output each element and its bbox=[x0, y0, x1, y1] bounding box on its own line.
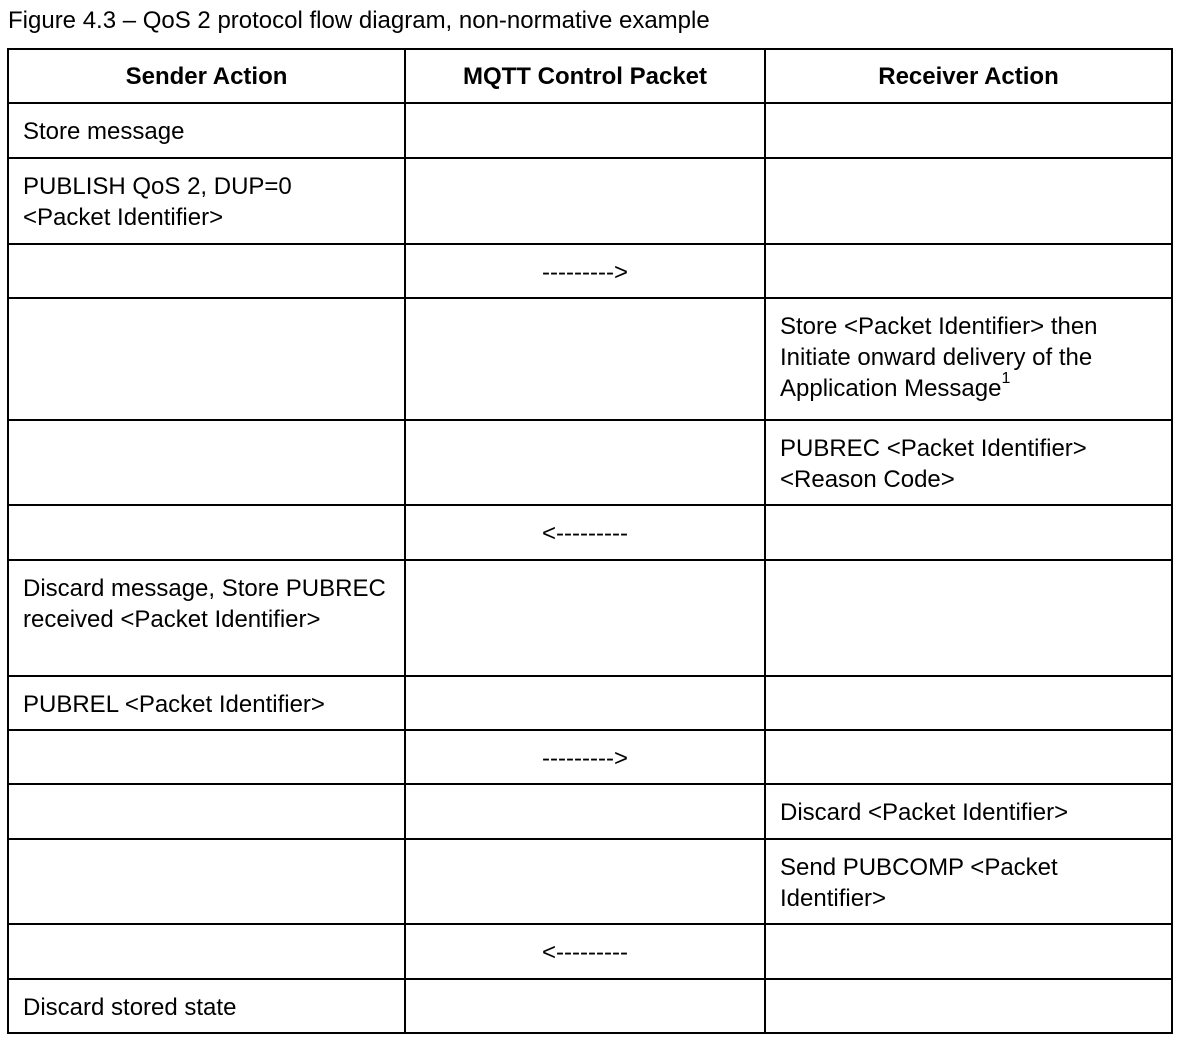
receiver-cell bbox=[765, 244, 1172, 298]
receiver-text: Send PUBCOMP <Packet Identifier> bbox=[780, 854, 1058, 912]
sender-cell bbox=[8, 420, 405, 505]
header-row bbox=[8, 49, 1172, 103]
sender-cell bbox=[8, 103, 405, 158]
receiver-cell bbox=[765, 505, 1172, 560]
table-row bbox=[8, 676, 1172, 730]
qos2-flow-table bbox=[7, 48, 1173, 1034]
receiver-cell bbox=[765, 784, 1172, 839]
receiver-action-header: Receiver Action bbox=[765, 49, 1172, 103]
table-row bbox=[8, 839, 1172, 924]
mqtt-control-packet-header: MQTT Control Packet bbox=[405, 49, 765, 103]
sender-text: PUBLISH QoS 2, DUP=0 <Packet Identifier> bbox=[23, 173, 292, 231]
sender-cell bbox=[8, 924, 405, 979]
left-arrow-text: <--------- bbox=[542, 520, 628, 547]
table-row bbox=[8, 979, 1172, 1033]
receiver-text: Discard <Packet Identifier> bbox=[780, 799, 1069, 826]
receiver-text: PUBREC <Packet Identifier> <Reason Code> bbox=[780, 435, 1087, 493]
table-row bbox=[8, 784, 1172, 839]
receiver-cell bbox=[765, 924, 1172, 979]
receiver-cell bbox=[765, 298, 1172, 420]
sender-cell bbox=[8, 244, 405, 298]
sender-text: Discard stored state bbox=[23, 994, 237, 1021]
packet-cell bbox=[405, 103, 765, 158]
receiver-cell bbox=[765, 420, 1172, 505]
table-row bbox=[8, 244, 1172, 298]
table-row bbox=[8, 298, 1172, 420]
packet-cell bbox=[405, 560, 765, 676]
packet-cell bbox=[405, 924, 765, 979]
receiver-cell bbox=[765, 730, 1172, 784]
sender-action-header: Sender Action bbox=[8, 49, 405, 103]
receiver-cell bbox=[765, 839, 1172, 924]
packet-cell bbox=[405, 505, 765, 560]
packet-cell bbox=[405, 158, 765, 244]
packet-cell bbox=[405, 784, 765, 839]
packet-cell bbox=[405, 244, 765, 298]
packet-cell bbox=[405, 420, 765, 505]
packet-cell bbox=[405, 979, 765, 1033]
table-row bbox=[8, 103, 1172, 158]
table-row bbox=[8, 560, 1172, 676]
table-row bbox=[8, 924, 1172, 979]
receiver-cell bbox=[765, 676, 1172, 730]
footnote-marker: 1 bbox=[1001, 370, 1011, 387]
receiver-cell bbox=[765, 103, 1172, 158]
packet-cell bbox=[405, 839, 765, 924]
table-row bbox=[8, 730, 1172, 784]
sender-text: Store message bbox=[23, 118, 185, 145]
sender-cell bbox=[8, 839, 405, 924]
sender-text: Discard message, Store PUBREC received <Packet Identifier> bbox=[23, 575, 386, 633]
figure-caption: Figure 4.3 – QoS 2 protocol flow diagram, non-normative example bbox=[8, 7, 710, 34]
sender-cell bbox=[8, 560, 405, 676]
left-arrow-text: <--------- bbox=[542, 939, 628, 966]
sender-cell bbox=[8, 505, 405, 560]
sender-cell bbox=[8, 676, 405, 730]
sender-cell bbox=[8, 158, 405, 244]
sender-text: PUBREL <Packet Identifier> bbox=[23, 691, 325, 718]
sender-cell bbox=[8, 730, 405, 784]
table-row bbox=[8, 420, 1172, 505]
packet-cell bbox=[405, 676, 765, 730]
receiver-cell bbox=[765, 979, 1172, 1033]
table-row bbox=[8, 158, 1172, 244]
receiver-cell bbox=[765, 158, 1172, 244]
sender-cell bbox=[8, 784, 405, 839]
right-arrow-text: ---------> bbox=[542, 259, 628, 286]
receiver-text: Store <Packet Identifier> then Initiate onward delivery of the Application Message bbox=[780, 313, 1098, 402]
sender-cell bbox=[8, 298, 405, 420]
packet-cell bbox=[405, 298, 765, 420]
receiver-cell bbox=[765, 560, 1172, 676]
table-row bbox=[8, 505, 1172, 560]
right-arrow-text: ---------> bbox=[542, 745, 628, 772]
packet-cell bbox=[405, 730, 765, 784]
sender-cell bbox=[8, 979, 405, 1033]
